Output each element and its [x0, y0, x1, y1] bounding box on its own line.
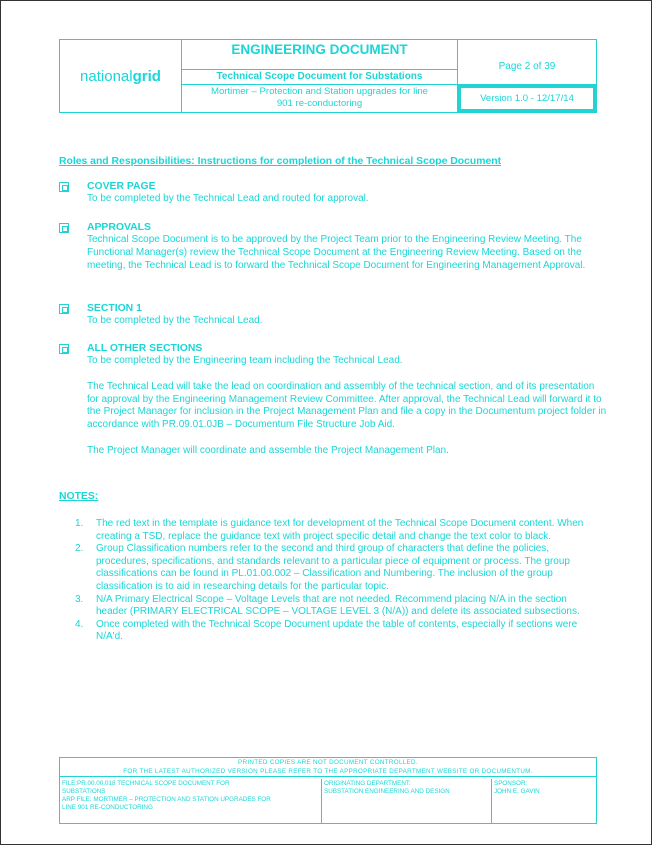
list-item: 3. N/A Primary Electrical Scope – Voltage Levels that are not needed. Recommend placing N/A in the section header (PRIMARY ELECTRICAL SCOPE – VOLTAGE LEVEL 3 (N/A)) and delete its associated subsections.: [75, 593, 580, 618]
notes-heading: NOTES:: [59, 491, 99, 502]
section-title: ALL OTHER SECTIONS: [87, 343, 203, 354]
list-item: 2. Group Classification numbers refer to the second and third group of characters that define the policies, procedures, specifications, and standards relevant to a particular piece of equipment or process. The group classifications can be found in PL.01.00.002 – Classification and Numbering. The inclusion of the group classification is to aid in researching details for the particular topic.: [75, 543, 570, 592]
checkbox-icon: [59, 182, 69, 192]
section-text: The Technical Lead will take the lead on coordination and assembly of the technical section, and of its presentation for approval by the Engineering Management Review Committee. After approval, the Technical Lead will forward it to the Project Manager for inclusion in the Project Management Plan and file a copy in the Documentum project folder in accordance with PR.09.01.0JB – Documentum File Structure Job Aid.: [87, 380, 607, 431]
document-title: ENGINEERING DOCUMENT: [182, 40, 458, 70]
section-title: SECTION 1: [87, 303, 142, 314]
section-text: Technical Scope Document is to be approved by the Project Team prior to the Engineering Review Meeting. The Functional Manager(s) review the Technical Scope Document at the Engineering Review Meeting. Based on the meeting, the Technical Lead is to forward the Technical Scope Document for Engineering Management Approval.: [87, 234, 586, 271]
checkbox-icon: [59, 223, 69, 233]
section-title: APPROVALS: [87, 222, 151, 233]
footer-sponsor: SPONSOR: JOHN E. GAVIN: [494, 780, 540, 795]
section-text: To be completed by the Technical Lead.: [87, 315, 263, 326]
section-title: COVER PAGE: [87, 181, 156, 192]
version-date: Version 1.0 - 12/17/14: [458, 85, 596, 112]
document-type: Technical Scope Document for Substations: [182, 70, 458, 85]
footer-department: ORIGINATING DEPARTMENT: SUBSTATION ENGINEERING AND DESIGN: [322, 779, 492, 823]
document-header: [59, 39, 597, 113]
page-number: Page 2 of 39: [458, 40, 596, 85]
section-text: To be completed by the Technical Lead and routed for approval.: [87, 193, 369, 204]
footer-notice-version: FOR THE LATEST AUTHORIZED VERSION PLEASE REFER TO THE APPROPRIATE DEPARTMENT WEBSITE OR DOCUMENTUM.: [60, 768, 596, 777]
national-grid-logo: national grid: [60, 40, 182, 112]
project-name: Mortimer – Protection and Station upgrades for line 901 re-conductoring: [182, 85, 458, 112]
notes-list: [75, 518, 597, 644]
list-item: 1. The red text in the template is guidance text for development of the Technical Scope Document content. When creating a TSD, replace the guidance text with project specific detail and change the text color to black.: [75, 518, 584, 542]
footer-notice: PRINTED COPIES ARE NOT DOCUMENT CONTROLLED.: [238, 759, 418, 766]
footer-file-info: FILE:PR.00.00.018 TECHNICAL SCOPE DOCUMENT FOR SUBSTATIONS ARP FILE: MORTIMER – PROTECTION AND STATION UPGRADES FOR LINE 901 RE-CONDUCTORING: [60, 779, 322, 823]
checkbox-icon: [59, 344, 69, 354]
checkbox-icon: [59, 304, 69, 314]
section-text: To be completed by the Engineering team including the Technical Lead.: [87, 355, 403, 366]
section-text: The Project Manager will coordinate and assemble the Project Management Plan.: [87, 444, 449, 456]
list-item: 4. Once completed with the Technical Scope Document update the table of contents, especially if sections were N/A'd.: [75, 618, 578, 643]
document-footer: [59, 757, 597, 824]
roles-heading: Roles and Responsibilities: Instructions for completion of the Technical Scope Document: [59, 156, 502, 167]
